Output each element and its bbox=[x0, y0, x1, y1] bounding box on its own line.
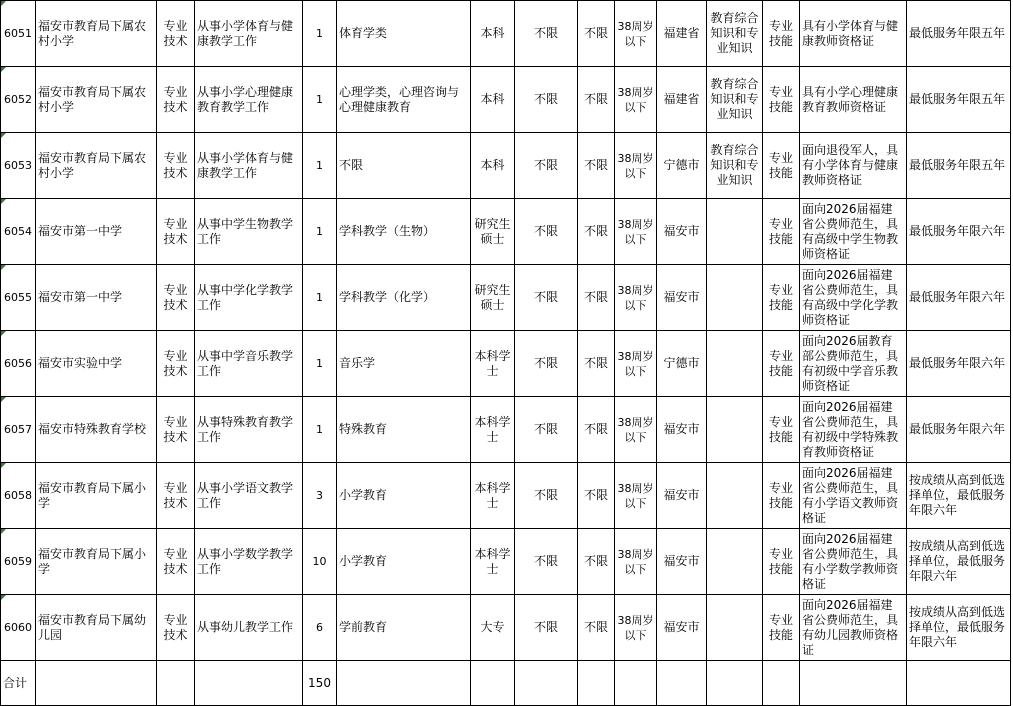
unit-name-cell: 福安市第一中学 bbox=[36, 265, 157, 331]
age-limit-cell: 38周岁以下 bbox=[615, 199, 657, 265]
skill-test-cell: 专业技能 bbox=[763, 1, 800, 67]
post-category-cell: 专业技术 bbox=[157, 67, 195, 133]
empty-cell bbox=[707, 661, 763, 706]
hire-count-cell: 10 bbox=[303, 529, 337, 595]
position-desc-cell: 从事小学心理健康教育教学工作 bbox=[195, 67, 303, 133]
requirement-cell: 面向2026届福建省公费师范生，具有幼儿园教师资格证 bbox=[800, 595, 907, 661]
requirement-cell: 面向2026届福建省公费师范生，具有高级中学生物教师资格证 bbox=[800, 199, 907, 265]
region-cell: 福安市 bbox=[657, 397, 707, 463]
unlimited-cell: 不限 bbox=[578, 397, 615, 463]
remark-cell: 最低服务年限五年 bbox=[907, 67, 1011, 133]
unlimited-cell: 不限 bbox=[515, 529, 578, 595]
exam-subject-cell bbox=[707, 331, 763, 397]
position-code-cell: 6053 bbox=[1, 133, 36, 199]
major-cell: 学科教学（化学） bbox=[337, 265, 471, 331]
unit-name-cell: 福安市第一中学 bbox=[36, 199, 157, 265]
unit-name-cell: 福安市教育局下属农村小学 bbox=[36, 67, 157, 133]
remark-cell: 按成绩从高到低选择单位，最低服务年限六年 bbox=[907, 529, 1011, 595]
hire-count-cell: 1 bbox=[303, 331, 337, 397]
unlimited-cell: 不限 bbox=[578, 199, 615, 265]
major-cell: 体育学类 bbox=[337, 1, 471, 67]
position-desc-cell: 从事中学生物教学工作 bbox=[195, 199, 303, 265]
region-cell: 宁德市 bbox=[657, 331, 707, 397]
skill-test-cell: 专业技能 bbox=[763, 133, 800, 199]
education-cell: 研究生硕士 bbox=[471, 199, 515, 265]
exam-subject-cell bbox=[707, 595, 763, 661]
position-code-cell: 6054 bbox=[1, 199, 36, 265]
unlimited-cell: 不限 bbox=[515, 67, 578, 133]
post-category-cell: 专业技术 bbox=[157, 331, 195, 397]
post-category-cell: 专业技术 bbox=[157, 199, 195, 265]
remark-cell: 最低服务年限六年 bbox=[907, 397, 1011, 463]
unit-name-cell: 福安市教育局下属农村小学 bbox=[36, 1, 157, 67]
education-cell: 研究生硕士 bbox=[471, 265, 515, 331]
region-cell: 福安市 bbox=[657, 199, 707, 265]
skill-test-cell: 专业技能 bbox=[763, 265, 800, 331]
post-category-cell: 专业技术 bbox=[157, 463, 195, 529]
exam-subject-cell bbox=[707, 199, 763, 265]
unlimited-cell: 不限 bbox=[578, 595, 615, 661]
table-row bbox=[1, 67, 1011, 133]
requirement-cell: 面向2026届教育部公费师范生，具有初级中学音乐教师资格证 bbox=[800, 331, 907, 397]
hire-count-cell: 1 bbox=[303, 265, 337, 331]
table-row bbox=[1, 463, 1011, 529]
major-cell: 不限 bbox=[337, 133, 471, 199]
total-label: 合计 bbox=[1, 661, 36, 706]
exam-subject-cell: 教育综合知识和专业知识 bbox=[707, 67, 763, 133]
post-category-cell: 专业技术 bbox=[157, 595, 195, 661]
requirement-cell: 面向退役军人，具有小学体育与健康教师资格证 bbox=[800, 133, 907, 199]
position-code-cell: 6058 bbox=[1, 463, 36, 529]
skill-test-cell: 专业技能 bbox=[763, 529, 800, 595]
post-category-cell: 专业技术 bbox=[157, 1, 195, 67]
unlimited-cell: 不限 bbox=[515, 199, 578, 265]
position-code-cell: 6057 bbox=[1, 397, 36, 463]
skill-test-cell: 专业技能 bbox=[763, 463, 800, 529]
position-code-cell: 6055 bbox=[1, 265, 36, 331]
age-limit-cell: 38周岁以下 bbox=[615, 397, 657, 463]
empty-cell bbox=[157, 661, 195, 706]
position-desc-cell: 从事小学体育与健康教学工作 bbox=[195, 133, 303, 199]
region-cell: 福安市 bbox=[657, 463, 707, 529]
unlimited-cell: 不限 bbox=[515, 595, 578, 661]
empty-cell bbox=[515, 661, 578, 706]
unlimited-cell: 不限 bbox=[578, 529, 615, 595]
unit-name-cell: 福安市教育局下属农村小学 bbox=[36, 133, 157, 199]
position-code-cell: 6051 bbox=[1, 1, 36, 67]
total-count: 150 bbox=[303, 661, 337, 706]
education-cell: 本科学士 bbox=[471, 529, 515, 595]
post-category-cell: 专业技术 bbox=[157, 529, 195, 595]
exam-subject-cell: 教育综合知识和专业知识 bbox=[707, 1, 763, 67]
unlimited-cell: 不限 bbox=[515, 397, 578, 463]
empty-cell bbox=[471, 661, 515, 706]
table-row bbox=[1, 199, 1011, 265]
unit-name-cell: 福安市特殊教育学校 bbox=[36, 397, 157, 463]
position-desc-cell: 从事小学语文教学工作 bbox=[195, 463, 303, 529]
remark-cell: 最低服务年限五年 bbox=[907, 133, 1011, 199]
region-cell: 宁德市 bbox=[657, 133, 707, 199]
table-row bbox=[1, 1, 1011, 67]
exam-subject-cell bbox=[707, 397, 763, 463]
major-cell: 小学教育 bbox=[337, 463, 471, 529]
empty-cell bbox=[907, 661, 1011, 706]
empty-cell bbox=[657, 661, 707, 706]
unlimited-cell: 不限 bbox=[578, 265, 615, 331]
remark-cell: 最低服务年限六年 bbox=[907, 265, 1011, 331]
hire-count-cell: 1 bbox=[303, 133, 337, 199]
skill-test-cell: 专业技能 bbox=[763, 595, 800, 661]
exam-subject-cell bbox=[707, 463, 763, 529]
age-limit-cell: 38周岁以下 bbox=[615, 529, 657, 595]
age-limit-cell: 38周岁以下 bbox=[615, 1, 657, 67]
position-code-cell: 6052 bbox=[1, 67, 36, 133]
unlimited-cell: 不限 bbox=[515, 1, 578, 67]
region-cell: 福建省 bbox=[657, 1, 707, 67]
total-row bbox=[1, 661, 1011, 706]
table-row bbox=[1, 133, 1011, 199]
empty-cell bbox=[578, 661, 615, 706]
position-desc-cell: 从事中学音乐教学工作 bbox=[195, 331, 303, 397]
region-cell: 福安市 bbox=[657, 265, 707, 331]
unlimited-cell: 不限 bbox=[578, 133, 615, 199]
unit-name-cell: 福安市实验中学 bbox=[36, 331, 157, 397]
age-limit-cell: 38周岁以下 bbox=[615, 133, 657, 199]
hire-count-cell: 6 bbox=[303, 595, 337, 661]
skill-test-cell: 专业技能 bbox=[763, 397, 800, 463]
table-row bbox=[1, 529, 1011, 595]
requirement-cell: 具有小学体育与健康教师资格证 bbox=[800, 1, 907, 67]
requirement-cell: 面向2026届福建省公费师范生，具有高级中学化学教师资格证 bbox=[800, 265, 907, 331]
position-code-cell: 6056 bbox=[1, 331, 36, 397]
unit-name-cell: 福安市教育局下属小学 bbox=[36, 529, 157, 595]
region-cell: 福安市 bbox=[657, 529, 707, 595]
requirement-cell: 面向2026届福建省公费师范生，具有初级中学特殊教育教师资格证 bbox=[800, 397, 907, 463]
requirement-cell: 面向2026届福建省公费师范生，具有小学数学教师资格证 bbox=[800, 529, 907, 595]
major-cell: 学前教育 bbox=[337, 595, 471, 661]
empty-cell bbox=[615, 661, 657, 706]
unlimited-cell: 不限 bbox=[515, 463, 578, 529]
hire-count-cell: 1 bbox=[303, 67, 337, 133]
region-cell: 福建省 bbox=[657, 67, 707, 133]
education-cell: 本科 bbox=[471, 1, 515, 67]
age-limit-cell: 38周岁以下 bbox=[615, 331, 657, 397]
post-category-cell: 专业技术 bbox=[157, 133, 195, 199]
major-cell: 小学教育 bbox=[337, 529, 471, 595]
empty-cell bbox=[195, 661, 303, 706]
age-limit-cell: 38周岁以下 bbox=[615, 265, 657, 331]
empty-cell bbox=[800, 661, 907, 706]
hire-count-cell: 1 bbox=[303, 397, 337, 463]
unlimited-cell: 不限 bbox=[515, 133, 578, 199]
position-desc-cell: 从事中学化学教学工作 bbox=[195, 265, 303, 331]
region-cell: 福安市 bbox=[657, 595, 707, 661]
exam-subject-cell: 教育综合知识和专业知识 bbox=[707, 133, 763, 199]
major-cell: 特殊教育 bbox=[337, 397, 471, 463]
education-cell: 本科学士 bbox=[471, 397, 515, 463]
exam-subject-cell bbox=[707, 529, 763, 595]
position-desc-cell: 从事小学数学教学工作 bbox=[195, 529, 303, 595]
position-code-cell: 6059 bbox=[1, 529, 36, 595]
unit-name-cell: 福安市教育局下属幼儿园 bbox=[36, 595, 157, 661]
age-limit-cell: 38周岁以下 bbox=[615, 595, 657, 661]
remark-cell: 最低服务年限六年 bbox=[907, 331, 1011, 397]
remark-cell: 最低服务年限五年 bbox=[907, 1, 1011, 67]
education-cell: 本科学士 bbox=[471, 331, 515, 397]
unlimited-cell: 不限 bbox=[578, 1, 615, 67]
position-code-cell: 6060 bbox=[1, 595, 36, 661]
major-cell: 学科教学（生物） bbox=[337, 199, 471, 265]
major-cell: 心理学类，心理咨询与心理健康教育 bbox=[337, 67, 471, 133]
unlimited-cell: 不限 bbox=[578, 331, 615, 397]
education-cell: 大专 bbox=[471, 595, 515, 661]
exam-subject-cell bbox=[707, 265, 763, 331]
remark-cell: 最低服务年限六年 bbox=[907, 199, 1011, 265]
unit-name-cell: 福安市教育局下属小学 bbox=[36, 463, 157, 529]
requirement-cell: 面向2026届福建省公费师范生，具有小学语文教师资格证 bbox=[800, 463, 907, 529]
skill-test-cell: 专业技能 bbox=[763, 199, 800, 265]
education-cell: 本科 bbox=[471, 67, 515, 133]
skill-test-cell: 专业技能 bbox=[763, 331, 800, 397]
education-cell: 本科 bbox=[471, 133, 515, 199]
unlimited-cell: 不限 bbox=[578, 67, 615, 133]
unlimited-cell: 不限 bbox=[515, 331, 578, 397]
unlimited-cell: 不限 bbox=[578, 463, 615, 529]
post-category-cell: 专业技术 bbox=[157, 265, 195, 331]
hire-count-cell: 1 bbox=[303, 1, 337, 67]
remark-cell: 按成绩从高到低选择单位，最低服务年限六年 bbox=[907, 595, 1011, 661]
table-row bbox=[1, 331, 1011, 397]
major-cell: 音乐学 bbox=[337, 331, 471, 397]
hire-count-cell: 1 bbox=[303, 199, 337, 265]
hire-count-cell: 3 bbox=[303, 463, 337, 529]
table-row bbox=[1, 265, 1011, 331]
position-desc-cell: 从事幼儿教学工作 bbox=[195, 595, 303, 661]
unlimited-cell: 不限 bbox=[515, 265, 578, 331]
requirement-cell: 具有小学心理健康教育教师资格证 bbox=[800, 67, 907, 133]
table-body bbox=[1, 1, 1011, 706]
table-row bbox=[1, 595, 1011, 661]
position-desc-cell: 从事小学体育与健康教学工作 bbox=[195, 1, 303, 67]
empty-cell bbox=[763, 661, 800, 706]
age-limit-cell: 38周岁以下 bbox=[615, 67, 657, 133]
education-cell: 本科学士 bbox=[471, 463, 515, 529]
empty-cell bbox=[36, 661, 157, 706]
remark-cell: 按成绩从高到低选择单位，最低服务年限六年 bbox=[907, 463, 1011, 529]
skill-test-cell: 专业技能 bbox=[763, 67, 800, 133]
empty-cell bbox=[337, 661, 471, 706]
table-row bbox=[1, 397, 1011, 463]
position-desc-cell: 从事特殊教育教学工作 bbox=[195, 397, 303, 463]
age-limit-cell: 38周岁以下 bbox=[615, 463, 657, 529]
post-category-cell: 专业技术 bbox=[157, 397, 195, 463]
